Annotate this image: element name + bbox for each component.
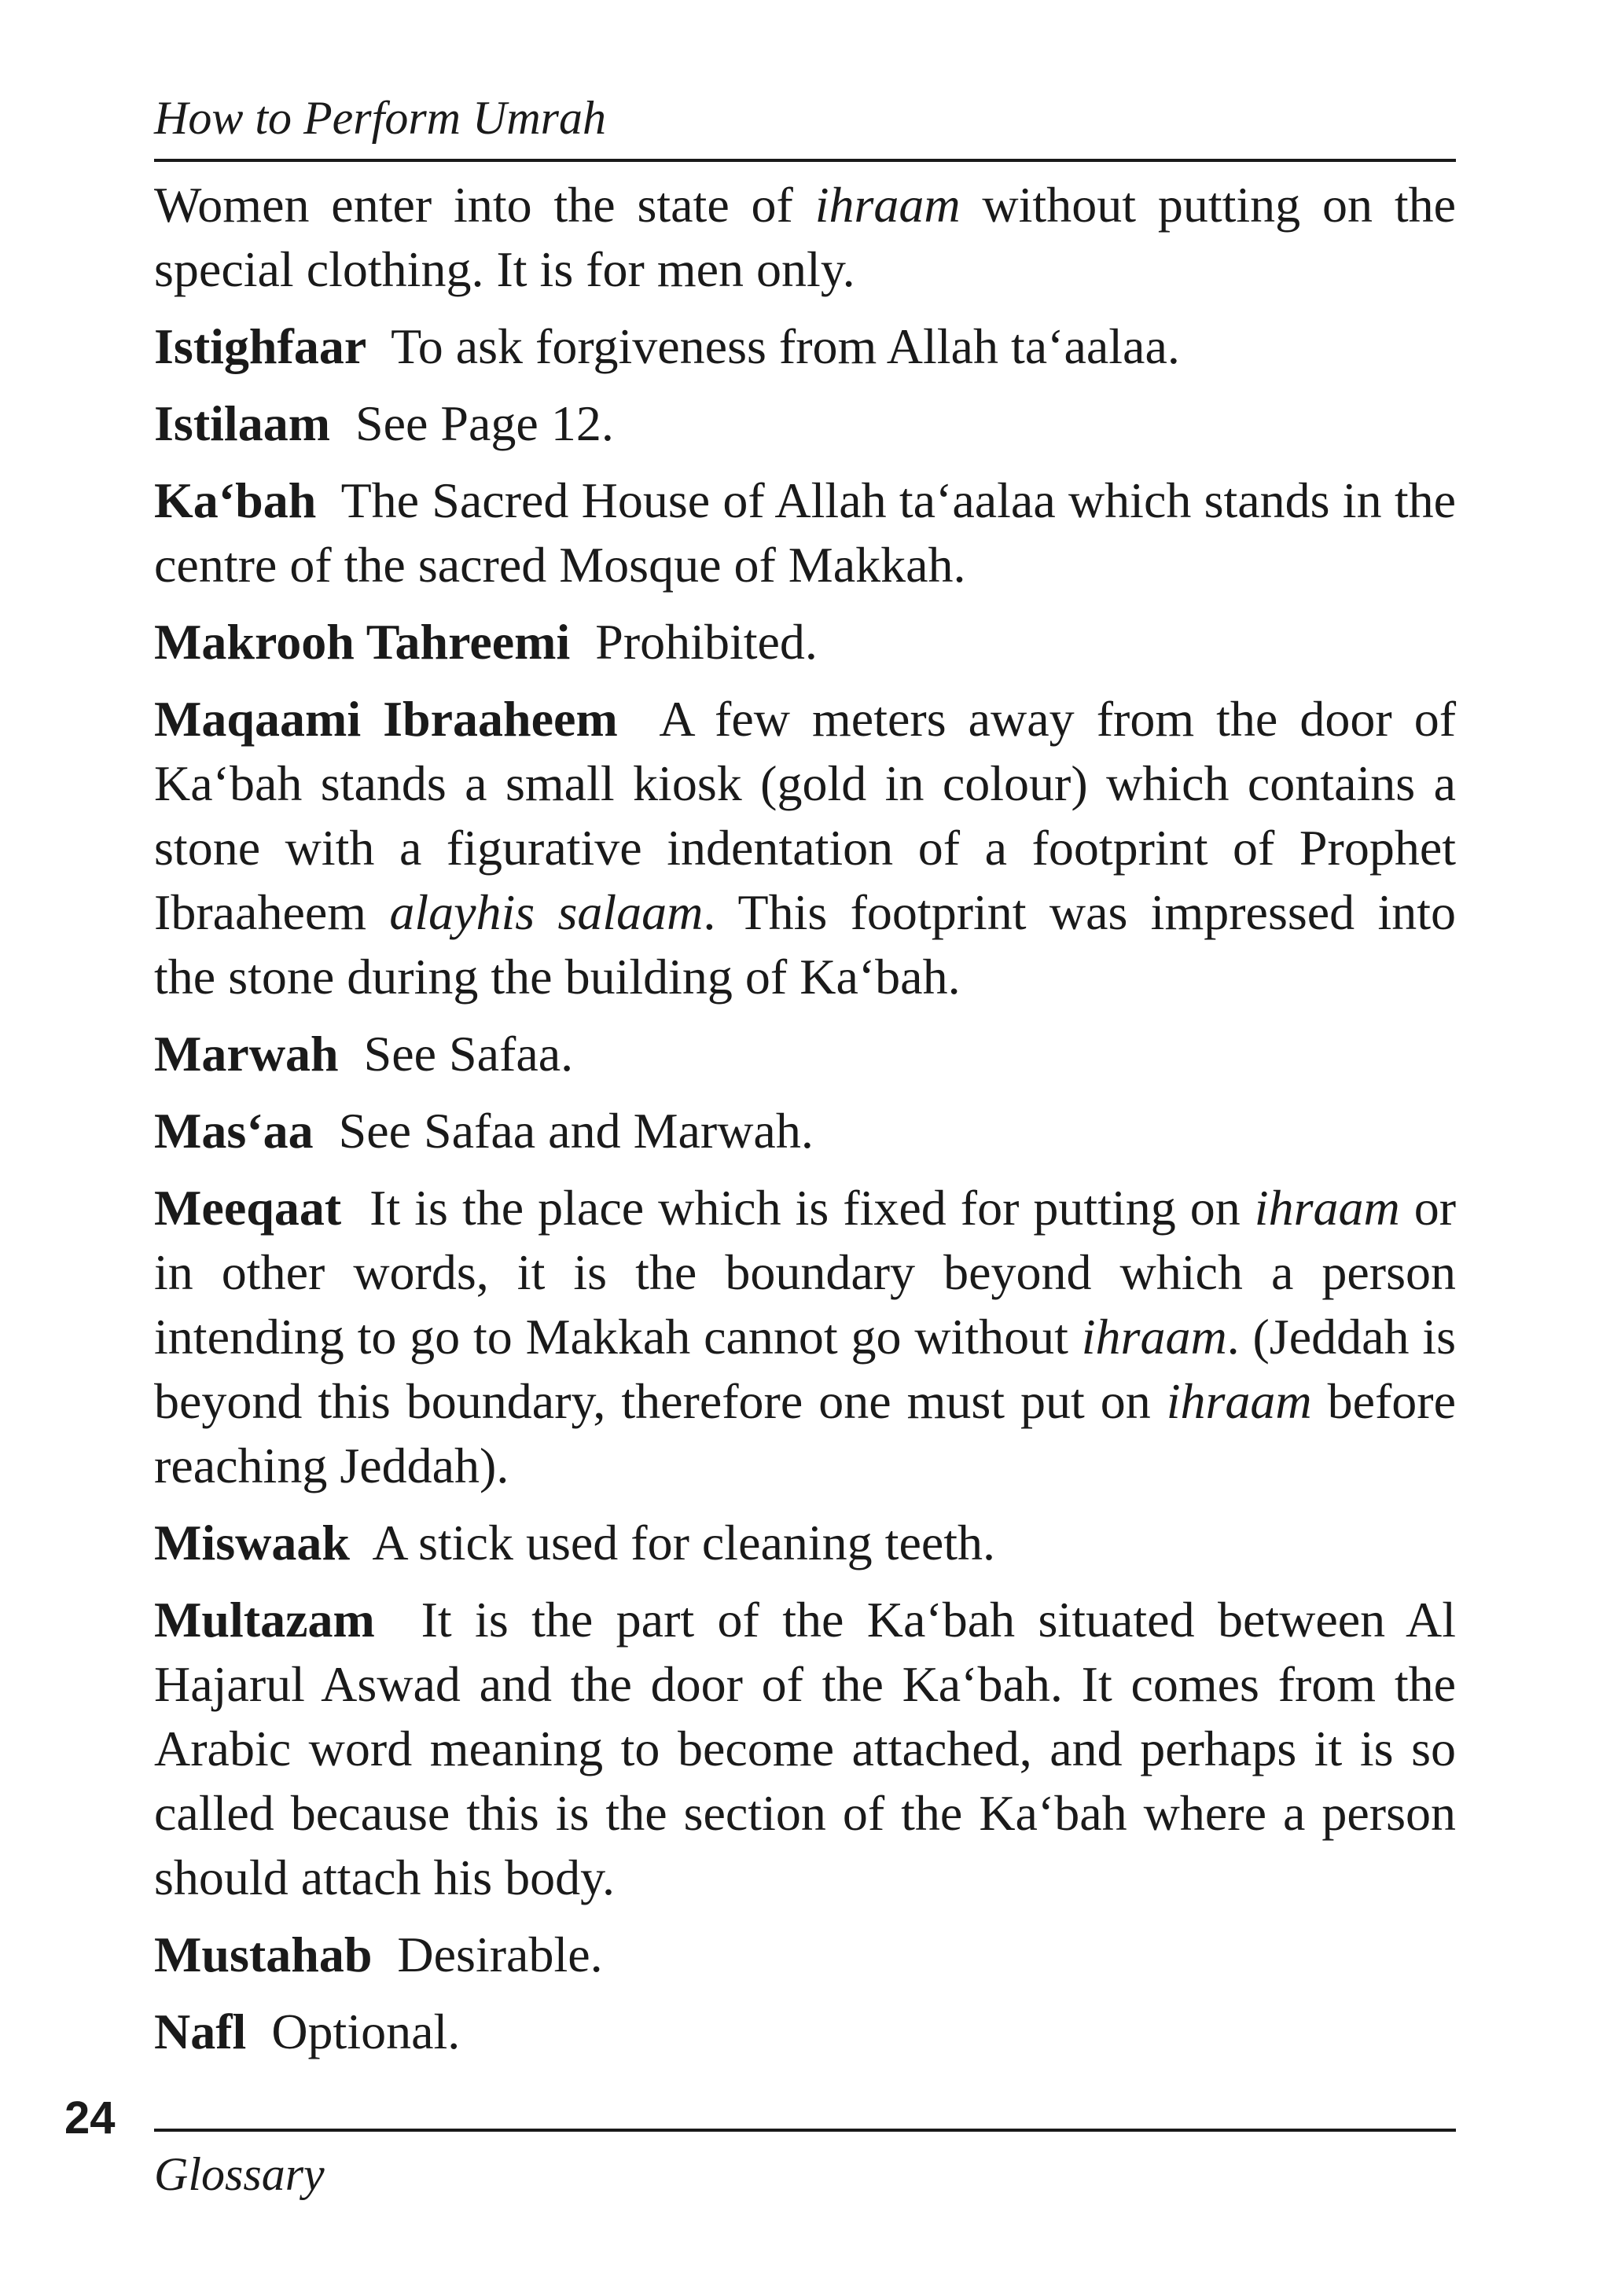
definition-meeqaat-emphasis-1: ihraam xyxy=(1254,1180,1400,1236)
footer-rule xyxy=(154,2129,1456,2132)
definition-meeqaat-part-4: before reaching Jeddah). xyxy=(154,1373,1457,1493)
running-footer: Glossary xyxy=(154,2148,325,2200)
term-mustahab: Mustahab xyxy=(154,1927,373,1982)
entry-istighfaar xyxy=(154,314,1456,379)
term-nafl: Nafl xyxy=(154,2004,247,2059)
intro-emphasis: ihraam xyxy=(814,177,961,233)
running-header: How to Perform Umrah xyxy=(154,92,607,144)
intro-paragraph xyxy=(154,173,1456,302)
definition-maqaami-emphasis: alayhis salaam xyxy=(389,884,704,940)
term-kabah: Ka‘bah xyxy=(154,472,317,528)
term-multazam: Multazam xyxy=(154,1592,375,1648)
definition-meeqaat-part-3: . (Jeddah is beyond this boundary, therefore one must put on xyxy=(154,1309,1457,1429)
term-istighfaar: Istighfaar xyxy=(154,318,367,374)
entry-mustahab xyxy=(154,1923,1456,1987)
entry-nafl xyxy=(154,2000,1456,2064)
term-maqaami: Maqaami Ibraaheem xyxy=(154,691,618,747)
entry-istilaam xyxy=(154,391,1456,456)
definition-nafl: Optional. xyxy=(271,2004,461,2059)
entry-miswaak xyxy=(154,1511,1456,1575)
entry-makrooh xyxy=(154,610,1456,674)
entry-maqaami xyxy=(154,687,1456,1009)
definition-meeqaat-emphasis-3: ihraam xyxy=(1166,1373,1312,1429)
term-marwah: Marwah xyxy=(154,1026,339,1082)
definition-multazam: It is the part of the Ka‘bah situated between Al Hajarul Aswad and the door of the Ka‘bah. It comes from the Arabic word meaning to become attached, and perhaps it is so called because this is the section of the Ka‘bah where a person should attach his body. xyxy=(154,1592,1456,1905)
term-makrooh: Makrooh Tahreemi xyxy=(154,614,571,670)
page-number: 24 xyxy=(64,2092,116,2144)
header-rule xyxy=(154,159,1456,162)
term-masaa: Mas‘aa xyxy=(154,1103,314,1159)
definition-meeqaat-emphasis-2: ihraam xyxy=(1081,1309,1227,1365)
intro-text: Women enter into the state of xyxy=(154,177,815,233)
term-istilaam: Istilaam xyxy=(154,395,330,451)
entry-kabah xyxy=(154,468,1456,597)
definition-makrooh: Prohibited. xyxy=(595,614,818,670)
definition-maqaami: A few meters away from the door of Ka‘bah stands a small kiosk (gold in colour) which contains a stone with a figurative indentation of a footprint of Prophet Ibraaheem xyxy=(154,691,1457,940)
definition-kabah: The Sacred House of Allah ta‘aalaa which stands in the centre of the sacred Mosque of Makkah. xyxy=(154,472,1457,593)
definition-meeqaat-part-2: or in other words, it is the boundary beyond which a person intending to go to Makkah cannot go without xyxy=(154,1180,1457,1365)
definition-marwah: See Safaa. xyxy=(363,1026,574,1082)
term-miswaak: Miswaak xyxy=(154,1515,350,1570)
definition-meeqaat: It is the place which is fixed for putting on xyxy=(369,1180,1255,1236)
definition-maqaami-end: . This footprint was impressed into the stone during the building of Ka‘bah. xyxy=(154,884,1457,1005)
glossary-content xyxy=(154,173,1456,2077)
entry-masaa xyxy=(154,1099,1456,1163)
definition-mustahab: Desirable. xyxy=(397,1927,603,1982)
entry-marwah xyxy=(154,1022,1456,1086)
intro-text-end: without putting on the special clothing. It is for men only. xyxy=(154,177,1456,297)
definition-istighfaar: To ask forgiveness from Allah ta‘aalaa. xyxy=(391,318,1180,374)
term-meeqaat: Meeqaat xyxy=(154,1180,342,1236)
definition-miswaak: A stick used for cleaning teeth. xyxy=(372,1515,996,1570)
definition-masaa: See Safaa and Marwah. xyxy=(338,1103,814,1159)
entry-multazam xyxy=(154,1588,1456,1910)
definition-istilaam: See Page 12. xyxy=(355,395,614,451)
entry-meeqaat xyxy=(154,1176,1456,1498)
